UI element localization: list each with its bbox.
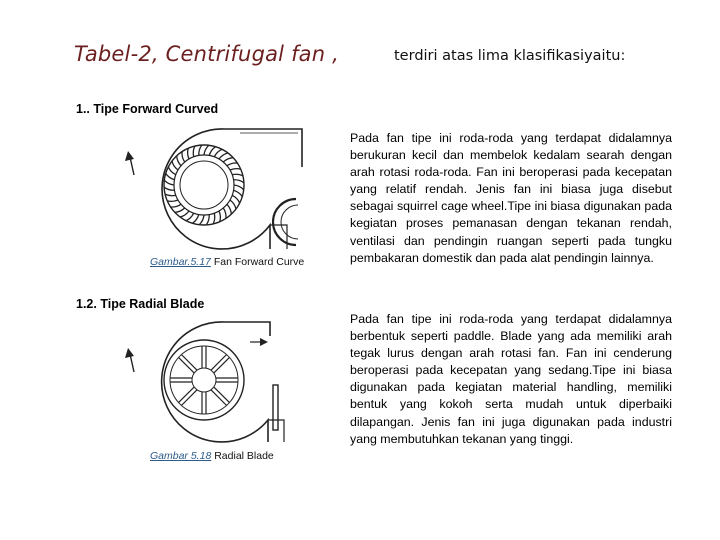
fan-blade (164, 187, 174, 190)
fan-blade (206, 215, 209, 225)
fan-blade (172, 161, 178, 170)
figure-number: Gambar.5.17 (150, 256, 211, 268)
paragraph-forward-curved: Pada fan tipe ini roda-roda yang terdapat didalamnya berukuran kecil dan membelok kedalam searah dengan arah rotasi roda-roda. Fan ini beroperasi pada kecepatan yang relatif rendah. Jenis fan ini biasa juga disebut sebagai squirrel cage wheel.Tipe ini biasa digunakan pada kegiatan proses pemanasan dengan tekanan rendah, ventilasi dan pendingin ruangan seperti pada tungku pembakaran domestik dan pada alat pendingin lainnya. (350, 131, 672, 265)
page-title: Tabel-2, Centrifugal fan , (74, 42, 339, 66)
fan-blade (193, 146, 195, 157)
fan-blade (164, 180, 174, 185)
fan-blade (165, 194, 176, 196)
fan-blade (234, 180, 244, 183)
section-heading-forward-curved: 1.. Tipe Forward Curved (76, 102, 219, 116)
paragraph-radial-blade: Pada fan tipe ini roda-roda yang terdapat didalamnya berbentuk seperti paddle. Blade yang ada memiliki arah tegak lurus dengan arah rotasi fan. Fan ini cenderung beroperasi pada kecepatan yang sedang.Tipe ini biasa digunakan pada kegiatan material handling, memiliki bentuk yang kokoh serta mudah untuk diperbaiki dilapangan. Jenis fan ini juga digunakan pada industri yang membutuhkan tekanan yang tinggi. (350, 312, 672, 446)
fan-blade (177, 156, 181, 166)
fan-blade (230, 169, 241, 170)
fan-blade (199, 145, 202, 155)
fan-blade (209, 147, 215, 156)
fan-blade (192, 215, 198, 224)
fan-blade (232, 195, 240, 203)
forward-curved-blade-detail (272, 195, 302, 250)
fan-blade (223, 208, 226, 219)
fan-blade (167, 200, 178, 201)
figure-number: Gambar 5.18 (150, 450, 212, 462)
figure-caption-text: Radial Blade (214, 450, 274, 462)
fan-blade (204, 145, 209, 155)
fan-blade (213, 213, 215, 224)
radial-blade-detail (270, 383, 282, 433)
fan-blade (168, 167, 176, 175)
fan-blade (180, 211, 189, 217)
figure-caption-text: Fan Forward Curve (213, 256, 305, 268)
fan-blade (188, 148, 189, 159)
section-heading-radial-blade: 1.2. Tipe Radial Blade (76, 297, 205, 311)
fan-blade (182, 152, 185, 163)
fan-blade (171, 204, 182, 207)
fan-blade (232, 174, 243, 176)
fan-blade (199, 215, 204, 225)
fan-blade (230, 200, 236, 209)
fan-blade (166, 173, 175, 179)
fan-blade (186, 213, 194, 221)
fan-blade (219, 211, 220, 222)
fan-blade (227, 204, 231, 214)
fan-blade (227, 163, 238, 166)
fan-blade (219, 153, 228, 159)
fan-blade (234, 190, 243, 196)
fan-blade (234, 185, 244, 190)
page-subtitle: terdiri atas lima klasifikasiyaitu: (394, 48, 626, 64)
fan-blade (175, 208, 185, 212)
radial-blade-fan-diagram (112, 312, 312, 452)
fan-blade (223, 158, 233, 162)
figure-caption-radial-blade (150, 450, 274, 462)
fan-blade (214, 149, 222, 157)
figure-caption-forward-curved (150, 256, 304, 268)
